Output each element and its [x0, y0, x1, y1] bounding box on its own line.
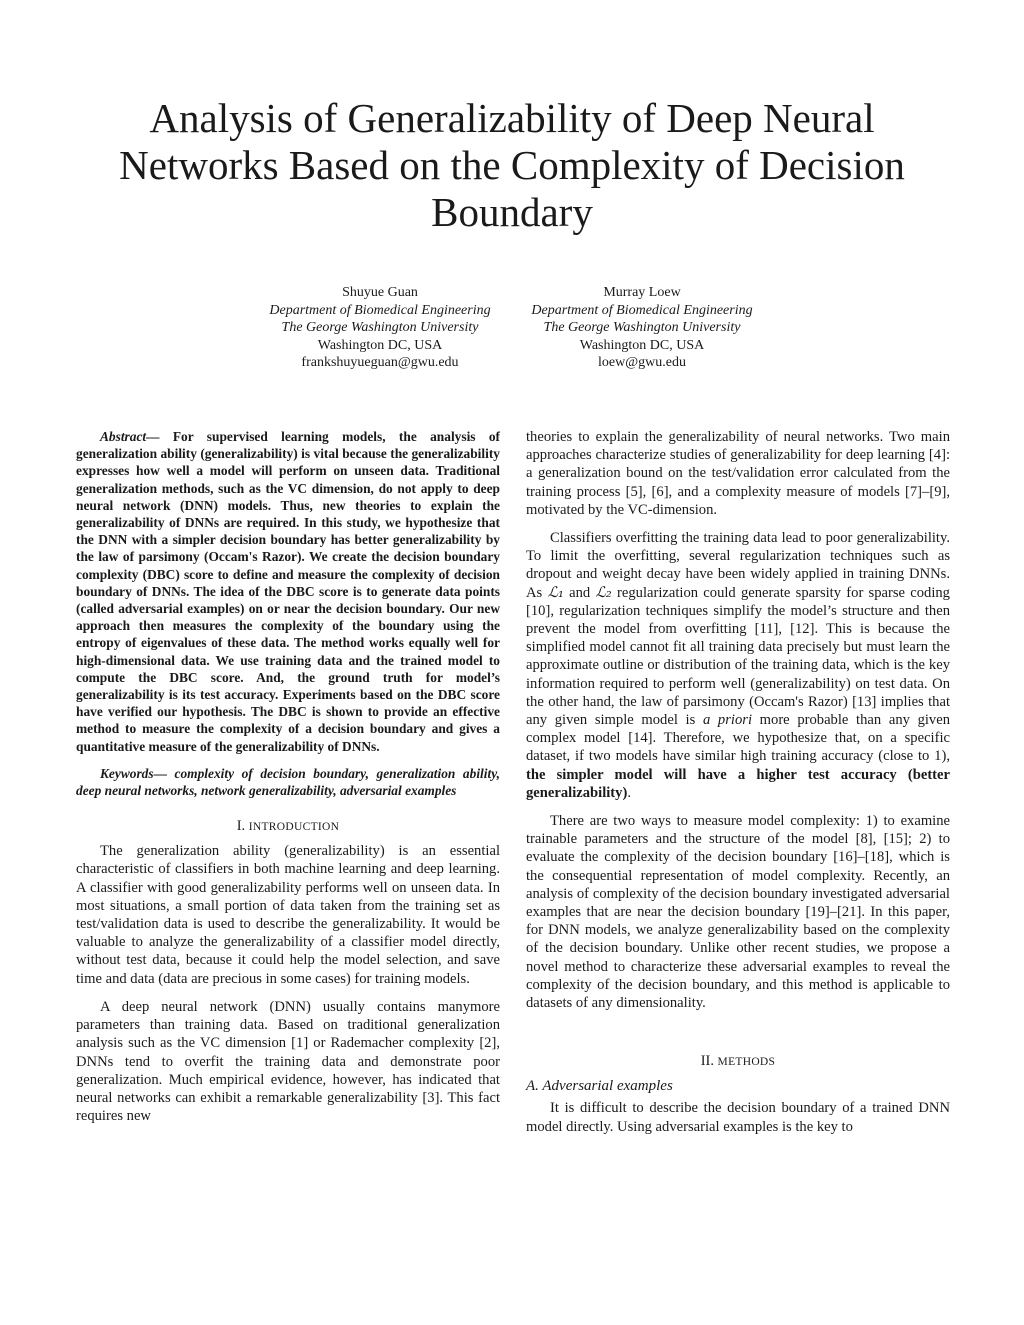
author-block-2	[502, 284, 782, 372]
author-email[interactable]: frankshuyueguan@gwu.edu	[301, 355, 459, 370]
author-university: The George Washington University	[543, 320, 741, 335]
section-numeral: II.	[700, 1053, 714, 1070]
abstract-label: Abstract—	[100, 429, 160, 444]
author-location: Washington DC, USA	[317, 337, 443, 353]
text-run: .	[627, 784, 631, 801]
author-university: The George Washington University	[281, 320, 479, 335]
author-department: Department of Biomedical Engineering	[531, 302, 753, 318]
intro-paragraph-1: The generalization ability (generalizability) is an essential characteristic of classifiers in both machine learning and deep learning. A classifier with good generalizability performs well on unseen data. In most situations, a small portion of data taken from the training set as test/validation data is used to describe the generalizability. It would be valuable to analyze the generalizability of a classifier model directly, without test data, because it could help the model selection, and save time and data (data are precious in some cases) for training models.	[76, 843, 500, 987]
keywords-label: Keywords—	[100, 765, 167, 781]
keywords	[76, 765, 500, 799]
keywords-text: complexity of decision boundary, generalization ability, deep neural networks, network generalizability, adversarial examples	[76, 765, 501, 799]
subsection-heading: A. Adversarial examples	[526, 1078, 673, 1095]
author-name: Murray Loew	[603, 285, 681, 300]
abstract-text: For supervised learning models, the analysis of generalization ability (generalizability) is vital because the generalizability expresses how well a model will perform on unseen data. Traditional generalization methods, such as the VC dimension, do not apply to deep neural network (DNN) models. Thus, new theories to explain the generalizability of DNNs are required. In this study, we hypothesize that the DNN with a simpler decision boundary has better generalizability by the law of parsimony (Occam's Razor). We create the decision boundary complexity (DBC) score to define and measure the complexity of decision boundary of DNNs. The idea of the DBC score is to generate data points (called adversarial examples) on or near the decision boundary. Our new approach then measures the complexity of the boundary using the entropy of eigenvalues of these data. The method works equally well for high-dimensional data. We use training data and the trained model to compute the DBC score. And, the ground truth for model’s generalizability is its test accuracy. Experiments based on the DBC score have verified our hypothesis. The DBC is shown to provide an effective method to measure the complexity of a decision boundary and gives a quantitative measure of the generalizability of DNNs.	[76, 429, 500, 754]
intro-paragraph-2: A deep neural network (DNN) usually contains manymore parameters than training data. Based on traditional generalization analysis such as the VC dimension [1] or Rademacher complexity [2], DNNs tend to overfit the training data and demonstrate poor generalization. Much empirical evidence, however, has indicated that neural networks can exhibit a remarkable generalizability [3]. This fact requires new	[76, 998, 500, 1125]
paper-title: Analysis of Generalizability of Deep Neural Networks Based on the Complexity of Decision Boundary	[119, 95, 905, 235]
hypothesis-text: the simpler model will have a higher test accuracy (better generalizability)	[526, 766, 950, 801]
section-heading-introduction	[76, 817, 500, 836]
author-email[interactable]: loew@gwu.edu	[598, 355, 686, 370]
author-location: Washington DC, USA	[579, 337, 705, 353]
section-title: INTRODUCTION	[248, 821, 340, 834]
l2-symbol: ℒ₂	[595, 583, 612, 601]
intro-paragraph-4: There are two ways to measure model complexity: 1) to examine trainable parameters and the structure of the model [8], [15]; 2) to evaluate the complexity of the decision boundary [16]–[18], which is the consequential representation of model complexity. Recently, an analysis of complexity of the decision boundary investigated adversarial examples that are near the decision boundary [19]–[21]. In this paper, for DNN models, we analyze generalizability based on the complexity of the decision boundary. Unlike other recent studies, we propose a novel method to characterize these adversarial examples to reveal the complexity of the decision boundary, and this method is applicable to datasets of any dimensionality.	[526, 813, 950, 1012]
text-run: regularization could generate sparsity for sparse coding [10], regularization techniques simplify the model’s structure and then prevent the model from overfitting [11], [12]. This is because the simplified model cannot fit all training data precisely but must learn the approximate outline or distribution of the training data, which is the key information required to perform well (generalizability) on test data. On the other hand, the law of parsimony (Occam's Razor) [13] implies that any given simple model is	[526, 584, 950, 729]
author-block-1	[240, 284, 520, 372]
l1-symbol: ℒ₁	[547, 583, 564, 601]
right-column	[526, 428, 950, 1136]
section-heading-methods	[526, 1052, 950, 1071]
author-department: Department of Biomedical Engineering	[269, 302, 491, 318]
methods-paragraph-1: It is difficult to describe the decision boundary of a trained DNN model directly. Using adversarial examples is the key to	[526, 1100, 950, 1135]
section-title: METHODS	[717, 1056, 776, 1069]
abstract	[76, 428, 500, 755]
text-run: Classifiers overfitting the training data lead to poor generalizability. To limit the overfitting, several regularization techniques such as dropout and weight decay have been widely applied in training DNNs. As	[526, 530, 950, 601]
author-name: Shuyue Guan	[342, 285, 418, 300]
text-run: more probable than any given complex model [14]. Therefore, we hypothesize that, on a specific dataset, if two models have similar high training accuracy (close to 1),	[526, 712, 950, 765]
intro-paragraph-3	[526, 529, 950, 802]
text-run: and	[563, 584, 596, 601]
a-priori-text: a priori	[702, 712, 752, 729]
left-column	[76, 428, 500, 1125]
section-numeral: I.	[236, 818, 246, 835]
intro-paragraph-2-continued: theories to explain the generalizability of neural networks. Two main approaches characterize studies of generalizability for deep learning [4]: a generalization bound on the test/validation error calculated from the training process [5], [6], and a complexity measure of models [7]–[9], motivated by the VC-dimension.	[526, 429, 950, 518]
